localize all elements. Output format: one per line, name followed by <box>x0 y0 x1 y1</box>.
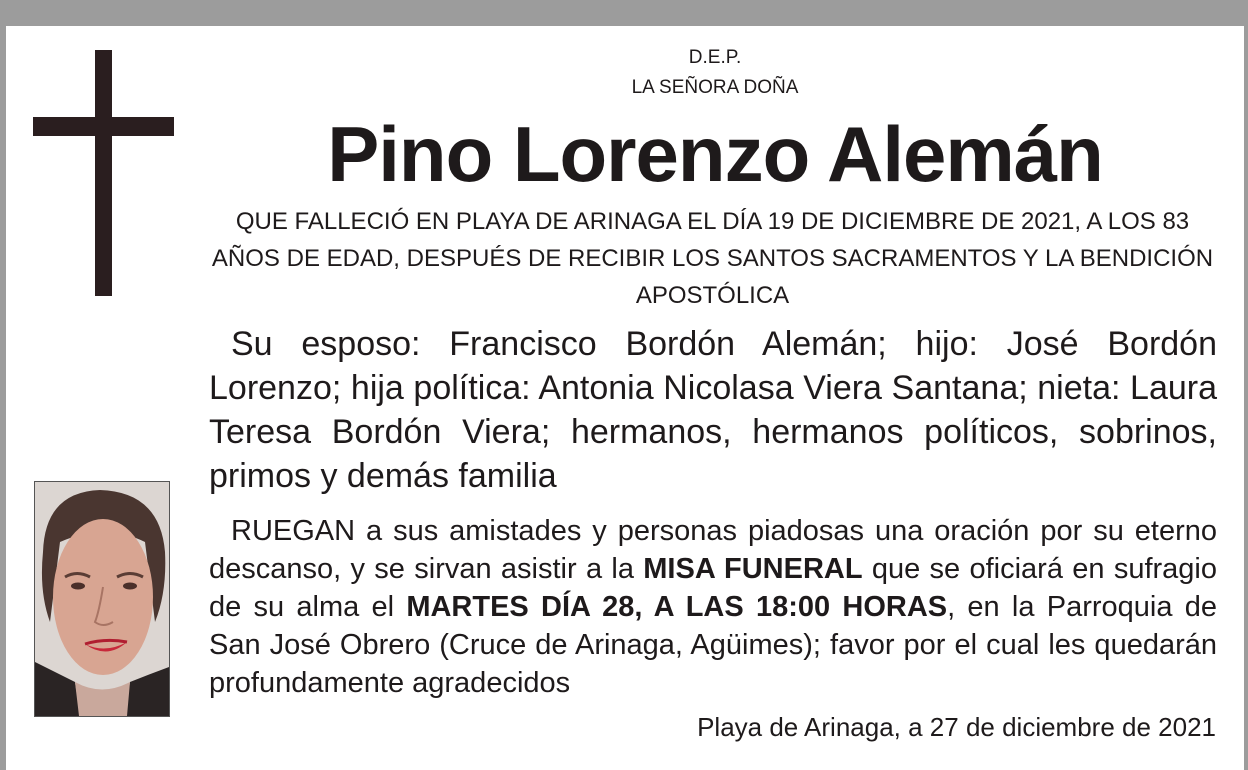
mass-funeral-label: MISA FUNERAL <box>643 553 863 585</box>
mass-text-1: RUEGAN a sus amistades y personas piadosas una oración por su eterno descanso, y se sirvan asistir a la <box>209 515 1217 585</box>
mass-text-2: que se oficiará en sufragio de su alma el <box>209 553 1218 623</box>
mass-text-3: , en la Parroquia de San José Obrero (Cruce de Arinaga, Agüimes); favor por el cual les quedarán profundamente agradecidos <box>209 591 1218 699</box>
cross-icon-bar <box>33 117 174 136</box>
place-date: Playa de Arinaga, a 27 de diciembre de 2021 <box>697 712 1216 742</box>
title-prefix: LA SEÑORA DOÑA <box>631 77 799 98</box>
mass-datetime: MARTES DÍA 28, A LAS 18:00 HORAS <box>406 591 948 623</box>
deceased-name: Pino Lorenzo Alemán <box>327 110 1103 198</box>
mass-announcement <box>209 512 1217 702</box>
family-list: Su esposo: Francisco Bordón Alemán; hijo: José Bordón Lorenzo; hija política: Antonia Nicolasa Viera Santana; nieta: Laura Teresa Bordón Viera; hermanos, hermanos políticos, sobrinos, primos y demás familia <box>209 325 1217 495</box>
dep-label: D.E.P. <box>688 47 742 68</box>
cross-icon <box>95 50 112 296</box>
death-notice-text: QUE FALLECIÓ EN PLAYA DE ARINAGA EL DÍA 19 DE DICIEMBRE DE 2021, A LOS 83 AÑOS DE EDAD, DESPUÉS DE RECIBIR LOS SANTOS SACRAMENTOS Y LA BENDICIÓN APOSTÓLICA <box>211 208 1214 309</box>
portrait-photo <box>34 481 170 717</box>
